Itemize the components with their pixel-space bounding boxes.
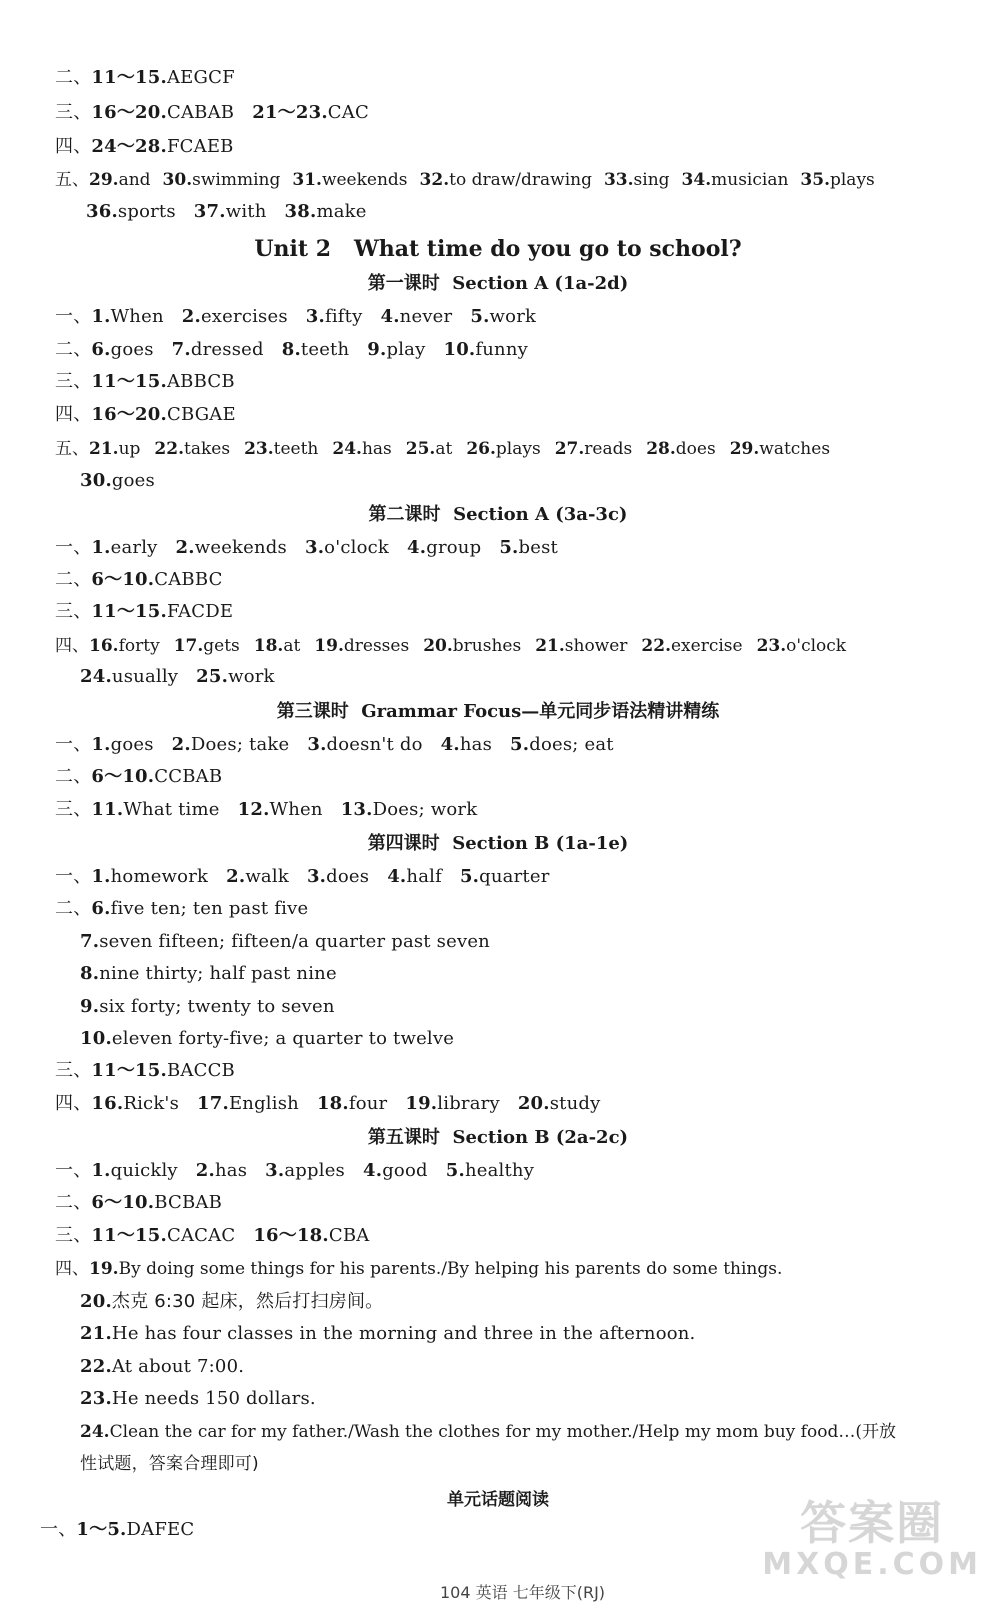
answer-text: shower bbox=[564, 636, 628, 656]
answer-text: CBGAE bbox=[166, 404, 236, 425]
answer-text: watches bbox=[759, 439, 831, 459]
answer-text: four bbox=[348, 1093, 388, 1114]
answer-text: dressed bbox=[190, 339, 264, 360]
section-prefix: 一、 bbox=[40, 1519, 77, 1540]
answer-line bbox=[55, 437, 830, 461]
question-number: 1. bbox=[91, 866, 111, 887]
answer-text: CCBAB bbox=[154, 766, 223, 787]
question-number: 2. bbox=[226, 866, 246, 887]
section-prefix: 一、 bbox=[55, 306, 92, 327]
question-number: 23. bbox=[80, 1388, 112, 1409]
question-number: 3. bbox=[305, 306, 325, 327]
section-prefix: 二、 bbox=[55, 766, 92, 787]
answer-text: musician bbox=[711, 170, 789, 190]
question-number: 1. bbox=[91, 1160, 111, 1181]
answer-text: plays bbox=[495, 439, 541, 459]
answer-text: funny bbox=[475, 339, 529, 360]
question-number: 6～10. bbox=[91, 1192, 155, 1213]
question-number: 16. bbox=[91, 1093, 124, 1114]
question-number: 2. bbox=[171, 734, 191, 755]
answer-text: BACCB bbox=[166, 1060, 235, 1081]
answer-line bbox=[55, 1257, 782, 1281]
answer-line bbox=[55, 765, 222, 789]
answer-line bbox=[55, 733, 614, 757]
question-number: 10. bbox=[80, 1028, 112, 1049]
answer-text: exercises bbox=[200, 306, 288, 327]
answer-text: goes bbox=[111, 470, 155, 491]
answer-text: doesn't do bbox=[326, 734, 423, 755]
section-prefix: 一、 bbox=[55, 866, 92, 887]
answer-text: at bbox=[435, 439, 453, 459]
answer-text: CAC bbox=[327, 102, 369, 123]
answer-line bbox=[80, 1452, 259, 1476]
answer-line bbox=[80, 469, 155, 493]
answer-text: goes bbox=[110, 339, 154, 360]
answer-text: AEGCF bbox=[166, 67, 235, 88]
answer-text: He needs 150 dollars. bbox=[111, 1388, 316, 1409]
question-number: 8. bbox=[281, 339, 301, 360]
question-number: 4. bbox=[440, 734, 460, 755]
answer-text: has bbox=[361, 439, 392, 459]
watermark-text: 答案圈 bbox=[800, 1496, 945, 1550]
answer-line bbox=[55, 897, 308, 921]
question-number: 27. bbox=[554, 439, 585, 459]
answer-text: play bbox=[386, 339, 426, 360]
question-number: 3. bbox=[265, 1160, 285, 1181]
answer-line bbox=[55, 865, 550, 889]
answer-text: Does; work bbox=[372, 799, 478, 820]
section-prefix: 三、 bbox=[55, 102, 92, 123]
lesson-section: Section A (1a-2d) bbox=[452, 273, 629, 294]
question-number: 29. bbox=[729, 439, 760, 459]
question-number: 1. bbox=[91, 306, 111, 327]
answer-text: never bbox=[399, 306, 453, 327]
question-number: 31. bbox=[292, 170, 322, 190]
question-number: 32. bbox=[419, 170, 450, 190]
answer-line bbox=[80, 962, 337, 986]
answer-text: walk bbox=[245, 866, 289, 887]
question-number: 17. bbox=[197, 1093, 229, 1114]
section-prefix: 三、 bbox=[55, 371, 92, 392]
question-number: 2. bbox=[195, 1160, 215, 1181]
question-number: 1. bbox=[91, 734, 111, 755]
section-prefix: 四、 bbox=[55, 1093, 92, 1114]
question-number: 16～20. bbox=[91, 102, 167, 123]
answer-line bbox=[80, 1387, 316, 1411]
answer-text: work bbox=[489, 306, 537, 327]
section-prefix: 四、 bbox=[55, 404, 92, 425]
question-number: 38. bbox=[284, 201, 317, 222]
answer-text: He has four classes in the morning and three in the afternoon. bbox=[111, 1323, 696, 1344]
question-number: 20. bbox=[423, 636, 453, 656]
answer-text: make bbox=[316, 201, 367, 222]
answer-line bbox=[80, 930, 490, 954]
question-number: 5. bbox=[459, 866, 480, 887]
answer-text: and bbox=[118, 170, 151, 190]
question-number: 11～15. bbox=[91, 1060, 167, 1081]
answer-line bbox=[55, 66, 235, 90]
answer-text: Does; take bbox=[190, 734, 290, 755]
lesson-section: Grammar Focus—单元同步语法精讲精练 bbox=[361, 701, 720, 722]
question-number: 7. bbox=[171, 339, 191, 360]
section-prefix: 二、 bbox=[55, 1192, 92, 1213]
answer-text: early bbox=[110, 537, 158, 558]
answer-text: library bbox=[437, 1093, 500, 1114]
question-number: 4. bbox=[380, 306, 400, 327]
answer-text: goes bbox=[110, 734, 154, 755]
question-number: 20. bbox=[517, 1093, 550, 1114]
question-number: 5. bbox=[445, 1160, 465, 1181]
answer-text: eleven forty-five; a quarter to twelve bbox=[111, 1028, 455, 1049]
question-number: 36. bbox=[86, 201, 118, 222]
answer-text: dresses bbox=[343, 636, 410, 656]
answer-line bbox=[55, 1092, 601, 1116]
answer-text: sports bbox=[117, 201, 176, 222]
section-prefix: 三、 bbox=[55, 1060, 92, 1081]
answer-line bbox=[55, 1191, 222, 1215]
lesson-name: 第一课时 bbox=[367, 273, 440, 294]
lesson-heading bbox=[0, 1126, 996, 1150]
question-number: 11～15. bbox=[91, 67, 167, 88]
answer-text: has bbox=[459, 734, 493, 755]
question-number: 23. bbox=[756, 636, 787, 656]
question-number: 25. bbox=[196, 666, 229, 687]
answer-line bbox=[80, 665, 275, 689]
question-number: 30. bbox=[162, 170, 193, 190]
question-number: 30. bbox=[80, 470, 112, 491]
answer-line bbox=[55, 1224, 370, 1248]
answer-text: gets bbox=[203, 636, 240, 656]
answer-text: five ten; ten past five bbox=[110, 898, 309, 919]
answer-text: teeth bbox=[300, 339, 350, 360]
lesson-section: Section B (1a-1e) bbox=[452, 833, 629, 854]
answer-line bbox=[55, 634, 846, 658]
question-number: 6～10. bbox=[91, 766, 155, 787]
question-number: 24～28. bbox=[91, 136, 167, 157]
section-prefix: 四、 bbox=[55, 636, 89, 656]
unit-number: Unit 2 bbox=[254, 236, 332, 262]
answer-line bbox=[80, 1420, 896, 1444]
answer-text: does bbox=[326, 866, 370, 887]
question-number: 18. bbox=[316, 1093, 349, 1114]
question-number: 11～15. bbox=[91, 371, 167, 392]
answer-text: FCAEB bbox=[166, 136, 234, 157]
question-number: 11～15. bbox=[91, 601, 167, 622]
answer-text: to draw/drawing bbox=[449, 170, 592, 190]
watermark-logo bbox=[762, 1496, 982, 1582]
question-number: 5. bbox=[499, 537, 519, 558]
answer-text: weekends bbox=[194, 537, 287, 558]
answer-text: brushes bbox=[452, 636, 522, 656]
question-number: 20. bbox=[80, 1291, 112, 1312]
question-number: 6. bbox=[91, 898, 111, 919]
answer-text: apples bbox=[284, 1160, 345, 1181]
answer-text: FACDE bbox=[166, 601, 234, 622]
answer-text: Rick's bbox=[123, 1093, 180, 1114]
question-number: 4. bbox=[387, 866, 407, 887]
question-number: 23. bbox=[244, 439, 274, 459]
answer-text: CBA bbox=[328, 1225, 370, 1246]
answer-text: Clean the car for my father./Wash the clothes for my mother./Help my mom buy food…(开放 bbox=[109, 1422, 896, 1442]
section-prefix: 一、 bbox=[55, 1160, 92, 1181]
question-number: 4. bbox=[363, 1160, 383, 1181]
answer-line bbox=[55, 403, 236, 427]
answer-line bbox=[55, 568, 223, 592]
answer-text: What time bbox=[123, 799, 220, 820]
answer-text: half bbox=[406, 866, 442, 887]
answer-text: CACAC bbox=[166, 1225, 236, 1246]
answer-text: reads bbox=[584, 439, 633, 459]
reading-title: 单元话题阅读 bbox=[447, 1490, 549, 1510]
answer-line bbox=[55, 168, 875, 192]
answer-text: exercise bbox=[671, 636, 743, 656]
question-number: 3. bbox=[307, 734, 327, 755]
answer-text: nine thirty; half past nine bbox=[99, 963, 337, 984]
answer-text: work bbox=[228, 666, 275, 687]
question-number: 13. bbox=[340, 799, 373, 820]
answer-line bbox=[80, 1290, 383, 1314]
question-number: 2. bbox=[175, 537, 195, 558]
section-prefix: 四、 bbox=[55, 136, 92, 157]
answer-line bbox=[40, 1518, 194, 1542]
answer-text: sing bbox=[633, 170, 670, 190]
answer-text: with bbox=[225, 201, 267, 222]
answer-line bbox=[55, 536, 558, 560]
section-prefix: 四、 bbox=[55, 1259, 89, 1279]
question-number: 16～18. bbox=[253, 1225, 329, 1246]
section-prefix: 一、 bbox=[55, 537, 92, 558]
section-prefix: 五、 bbox=[55, 170, 89, 190]
section-prefix: 二、 bbox=[55, 898, 92, 919]
lesson-section: Section B (2a-2c) bbox=[452, 1127, 629, 1148]
question-number: 22. bbox=[641, 636, 671, 656]
question-number: 7. bbox=[80, 931, 100, 952]
answer-line bbox=[55, 600, 233, 624]
question-number: 16. bbox=[89, 636, 119, 656]
question-number: 6. bbox=[91, 339, 111, 360]
unit-title bbox=[0, 235, 996, 263]
answer-text: weekends bbox=[321, 170, 408, 190]
question-number: 28. bbox=[646, 439, 676, 459]
answer-text: CABAB bbox=[166, 102, 235, 123]
answer-text: healthy bbox=[464, 1160, 535, 1181]
question-number: 9. bbox=[367, 339, 387, 360]
question-number: 21. bbox=[80, 1323, 112, 1344]
answer-text: English bbox=[228, 1093, 299, 1114]
section-prefix: 二、 bbox=[55, 339, 92, 360]
answer-text: up bbox=[118, 439, 141, 459]
section-prefix: 三、 bbox=[55, 799, 92, 820]
answer-line bbox=[55, 135, 234, 159]
question-number: 37. bbox=[193, 201, 226, 222]
lesson-name: 第二课时 bbox=[368, 504, 441, 525]
lesson-name: 第三课时 bbox=[276, 701, 349, 722]
answer-text: 杰克 6:30 起床，然后打扫房间。 bbox=[111, 1291, 384, 1312]
answer-line bbox=[80, 995, 335, 1019]
answer-text: homework bbox=[110, 866, 209, 887]
question-number: 34. bbox=[681, 170, 712, 190]
answer-text: study bbox=[549, 1093, 601, 1114]
question-number: 22. bbox=[80, 1356, 112, 1377]
page-footer: 104 英语 七年级下(RJ) bbox=[440, 1583, 606, 1602]
question-number: 11～15. bbox=[91, 1225, 167, 1246]
answer-text: 性试题，答案合理即可) bbox=[80, 1454, 259, 1474]
answer-line bbox=[80, 1322, 695, 1346]
question-number: 35. bbox=[800, 170, 830, 190]
unit-question: What time do you go to school? bbox=[354, 236, 742, 262]
section-prefix: 一、 bbox=[55, 734, 92, 755]
answer-text: teeth bbox=[273, 439, 319, 459]
watermark-url: MXQE.COM bbox=[762, 1547, 982, 1582]
answer-line bbox=[80, 1027, 454, 1051]
answer-text: plays bbox=[829, 170, 875, 190]
section-prefix: 三、 bbox=[55, 1225, 92, 1246]
answer-line bbox=[86, 200, 367, 224]
section-prefix: 三、 bbox=[55, 601, 92, 622]
answer-text: ABBCB bbox=[166, 371, 235, 392]
question-number: 6～10. bbox=[91, 569, 155, 590]
question-number: 21～23. bbox=[252, 102, 328, 123]
answer-text: At about 7:00. bbox=[111, 1356, 245, 1377]
answer-line bbox=[55, 338, 528, 362]
question-number: 21. bbox=[89, 439, 119, 459]
question-number: 24. bbox=[80, 666, 112, 687]
answer-text: BCBAB bbox=[154, 1192, 223, 1213]
answer-text: o'clock bbox=[324, 537, 390, 558]
question-number: 10. bbox=[443, 339, 476, 360]
answer-text: By doing some things for his parents./By helping his parents do some things. bbox=[118, 1259, 783, 1279]
lesson-name: 第四课时 bbox=[367, 833, 440, 854]
question-number: 9. bbox=[80, 996, 100, 1017]
question-number: 18. bbox=[253, 636, 284, 656]
question-number: 22. bbox=[154, 439, 184, 459]
answer-line bbox=[55, 101, 369, 125]
question-number: 26. bbox=[466, 439, 496, 459]
answer-text: CABBC bbox=[154, 569, 223, 590]
question-number: 24. bbox=[80, 1422, 110, 1442]
answer-text: When bbox=[269, 799, 323, 820]
lesson-section: Section A (3a-3c) bbox=[453, 504, 628, 525]
answer-text: forty bbox=[118, 636, 160, 656]
section-prefix: 二、 bbox=[55, 569, 92, 590]
answer-text: takes bbox=[184, 439, 231, 459]
answer-text: DAFEC bbox=[126, 1519, 195, 1540]
answer-text: good bbox=[382, 1160, 428, 1181]
answer-text: quarter bbox=[479, 866, 550, 887]
lesson-heading bbox=[0, 272, 996, 296]
answer-line bbox=[80, 1355, 244, 1379]
answer-line bbox=[55, 1059, 235, 1083]
question-number: 4. bbox=[407, 537, 427, 558]
answer-text: does bbox=[675, 439, 716, 459]
answer-text: quickly bbox=[110, 1160, 178, 1181]
question-number: 2. bbox=[181, 306, 201, 327]
question-number: 25. bbox=[405, 439, 436, 459]
question-number: 16～20. bbox=[91, 404, 167, 425]
answer-text: six forty; twenty to seven bbox=[99, 996, 335, 1017]
answer-text: seven fifteen; fifteen/a quarter past seven bbox=[99, 931, 490, 952]
answer-text: swimming bbox=[192, 170, 281, 190]
question-number: 33. bbox=[603, 170, 634, 190]
lesson-heading bbox=[0, 832, 996, 856]
question-number: 8. bbox=[80, 963, 100, 984]
question-number: 5. bbox=[510, 734, 530, 755]
question-number: 11. bbox=[91, 799, 124, 820]
section-prefix: 五、 bbox=[55, 439, 89, 459]
question-number: 1. bbox=[91, 537, 111, 558]
answer-text: does; eat bbox=[529, 734, 614, 755]
answer-line bbox=[55, 798, 477, 822]
answer-line bbox=[55, 370, 235, 394]
question-number: 19. bbox=[314, 636, 344, 656]
answer-line bbox=[55, 1159, 534, 1183]
section-prefix: 二、 bbox=[55, 67, 92, 88]
answer-text: at bbox=[283, 636, 301, 656]
answer-text: o'clock bbox=[786, 636, 847, 656]
lesson-name: 第五课时 bbox=[367, 1127, 440, 1148]
answer-text: usually bbox=[111, 666, 179, 687]
question-number: 19. bbox=[89, 1259, 119, 1279]
question-number: 29. bbox=[89, 170, 119, 190]
answer-text: best bbox=[518, 537, 558, 558]
question-number: 3. bbox=[304, 537, 325, 558]
lesson-heading bbox=[0, 503, 996, 527]
lesson-heading bbox=[0, 700, 996, 724]
question-number: 1～5. bbox=[76, 1519, 127, 1540]
question-number: 12. bbox=[237, 799, 270, 820]
question-number: 24. bbox=[332, 439, 362, 459]
question-number: 3. bbox=[306, 866, 327, 887]
question-number: 5. bbox=[470, 306, 490, 327]
question-number: 19. bbox=[405, 1093, 438, 1114]
answer-text: group bbox=[426, 537, 482, 558]
question-number: 17. bbox=[173, 636, 204, 656]
answer-text: When bbox=[110, 306, 164, 327]
answer-text: has bbox=[215, 1160, 248, 1181]
answer-line bbox=[55, 305, 536, 329]
answer-text: fifty bbox=[324, 306, 363, 327]
question-number: 21. bbox=[535, 636, 565, 656]
